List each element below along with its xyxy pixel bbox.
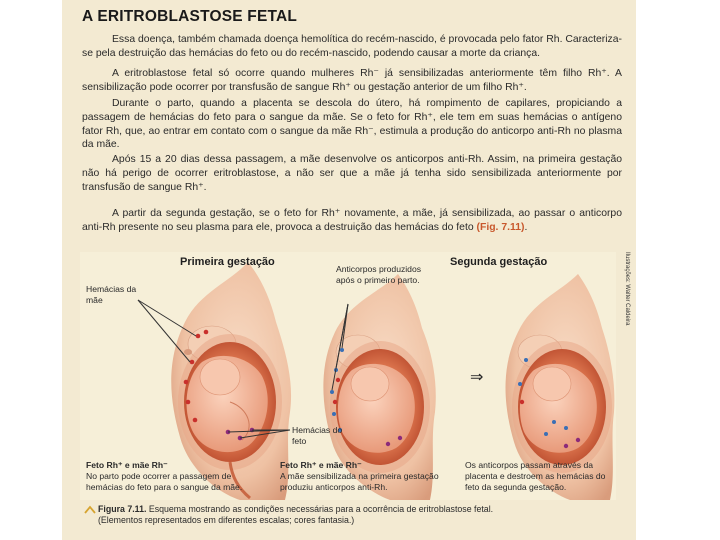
paragraph-4: Após 15 a 20 dias dessa passagem, a mãe desenvolve os anticorpos anti-Rh. Assim, na primeira gestação não há perigo de ocorrer eritroblastose, a não ser que a mãe já tenha sido sensibilizada anteriormente por transfusão de sangue Rh⁺. — [82, 154, 622, 193]
caption-body — [98, 504, 624, 526]
panel-2-description-title: Feto Rh⁺ e mãe Rh⁻ — [280, 460, 362, 470]
panel-2-description-text: A mãe sensibilizada na primeira gestação produziu anticorpos anti-Rh. — [280, 470, 439, 492]
illustration-credit-text: Ilustrações: Walter Caldeira — [624, 252, 630, 326]
panel-2-description — [280, 460, 450, 492]
panel-2-title: Segunda gestação — [450, 256, 548, 268]
panel-1-description — [86, 460, 256, 492]
illustration-credit — [619, 252, 630, 335]
transition-arrow-icon: ⇒ — [470, 369, 484, 386]
panel-1-description-title: Feto Rh⁺ e mãe Rh⁻ — [86, 460, 168, 470]
panel-1-title: Primeira gestação — [180, 256, 275, 268]
paragraph-1: Essa doença, também chamada doença hemolítica do recém-nascido, é provocada pelo fator Rh. Caracteriza-se pela destruição das hemácias do feto ou do recém-nascido, podendo causar a morte da criança. — [82, 34, 622, 59]
figure-reference-link[interactable]: (Fig. 7.11) — [476, 221, 525, 233]
caption-number: Figura 7.11. — [98, 504, 147, 514]
label-maternal-cells: Hemácias da mãe — [86, 284, 137, 305]
paragraph-5-text: A partir da segunda gestação, se o feto for Rh⁺ novamente, a mãe, já sensibilizada, ao passar o anticorpo anti-Rh presente no seu plasma para ele, provoca a destruição das hemácias do feto — [82, 208, 622, 233]
paragraph-2: A eritroblastose fetal só ocorre quando mulheres Rh⁻ já sensibilizadas anteriormente têm filho Rh⁺. A sensibilização pode ocorrer por transfusão de sangue Rh⁺ ou gestação anterior de um filho Rh⁺. — [82, 68, 622, 93]
panel-3-description: Os anticorpos passam através da placenta e destroem as hemácias do feto da segunda gestação. — [465, 460, 606, 492]
article-title: A ERITROBLASTOSE FETAL — [82, 8, 298, 25]
panel-1-description-text: No parto pode ocorrer a passagem de hemácias do feto para o sangue da mãe. — [86, 470, 243, 492]
label-fetal-cells: Hemácias do feto — [292, 425, 343, 446]
caption-note: (Elementos representados em diferentes escalas; cores fantasia.) — [98, 515, 355, 525]
caption-text: Esquema mostrando as condições necessárias para a ocorrência de eritroblastose fetal. — [148, 504, 494, 514]
label-antibodies: Anticorpos produzidos após o primeiro parto. — [336, 264, 422, 285]
textbook-page — [62, 0, 636, 540]
caption-marker-icon — [84, 505, 96, 514]
figure-caption — [84, 504, 624, 526]
figure-7-11 — [80, 252, 616, 500]
paragraph-5-end: . — [524, 221, 528, 233]
paragraph-3: Durante o parto, quando a placenta se descola do útero, há rompimento de capilares, propiciando a passagem de hemácias do feto para o sangue da mãe. Se o feto for Rh⁺, ele tem em suas hemácias o antígeno fator Rh, que, ao entrar em contato com o sangue da mãe Rh⁻, estimula a produção do anticorpo anti-Rh no plasma da mãe. — [82, 98, 622, 151]
paragraph-5 — [82, 207, 622, 235]
